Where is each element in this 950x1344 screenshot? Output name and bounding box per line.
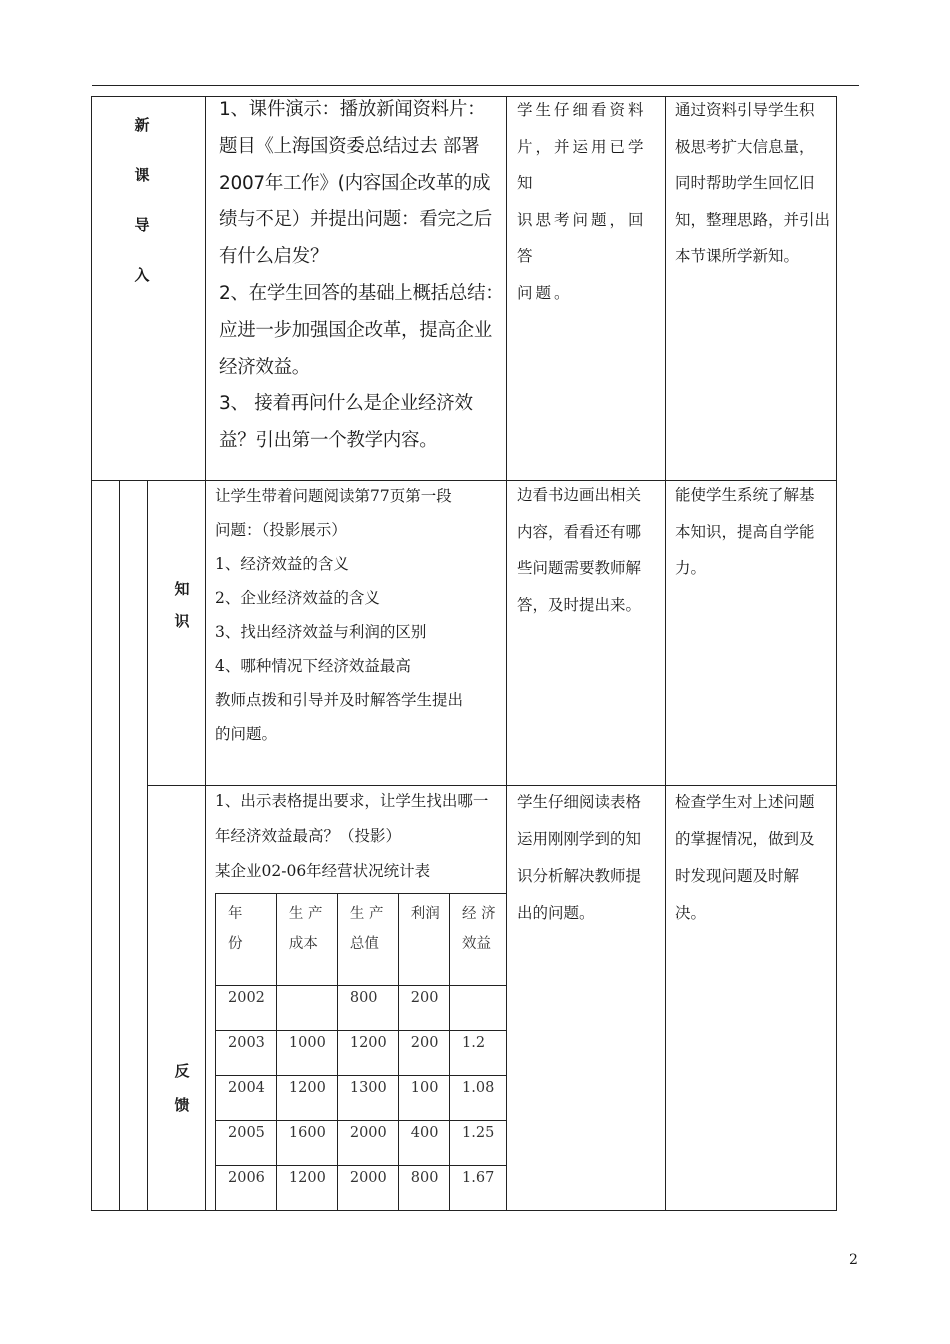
text-line: 年经济效益最高？（投影）	[215, 827, 402, 845]
text-line: 4、哪种情况下经济效益最高	[215, 657, 411, 675]
label-char: 课	[134, 166, 150, 184]
text-line: 力。	[675, 559, 707, 577]
text-line: 本节课所学新知。	[675, 247, 800, 265]
knowledge-student-activity	[517, 477, 662, 623]
label-char: 知	[174, 580, 190, 598]
label-char: 导	[134, 216, 150, 234]
table-cell: 2000	[337, 1121, 398, 1166]
text-line: 极思考扩大信息量，	[675, 137, 815, 156]
knowledge-teacher-activity	[215, 479, 505, 751]
text-line: 某企业02-06年经营状况统计表	[215, 862, 431, 880]
text-line: 绩与不足）并提出问题：看完之后	[219, 209, 493, 231]
text-line: 学生仔细看资料	[517, 101, 647, 119]
text-line: 时发现问题及时解	[675, 867, 800, 885]
text-line: 能使学生系统了解基	[675, 486, 815, 504]
table-cell: 200	[398, 1031, 449, 1076]
intro-design-purpose	[675, 92, 835, 275]
text-line: 题目《上海国资委总结过去 部署	[219, 135, 480, 157]
table-cell	[276, 986, 337, 1031]
business-statistics-table	[215, 893, 507, 1211]
table-cell: 1.08	[450, 1076, 507, 1121]
text-line: 决。	[675, 904, 707, 922]
text-line: 2、在学生回答的基础上概括总结：	[219, 282, 504, 304]
table-cell: 1.67	[450, 1166, 507, 1211]
text-line: 同时帮助学生回忆旧	[675, 174, 815, 192]
table-row	[216, 986, 507, 1031]
table-cell: 400	[398, 1121, 449, 1166]
table-cell: 1.2	[450, 1031, 507, 1076]
table-cell: 1000	[276, 1031, 337, 1076]
text-line: 让学生带着问题阅读第77页第一段	[215, 487, 452, 505]
text-line: 边看书边画出相关	[517, 486, 642, 504]
table-cell: 2002	[216, 986, 277, 1031]
table-cell: 1200	[337, 1031, 398, 1076]
text-line: 有什么启发？	[219, 246, 329, 268]
header-cell-year: 年 份	[216, 894, 277, 986]
section-label-intro	[130, 100, 154, 300]
feedback-design-purpose	[675, 784, 835, 932]
table-row	[216, 1121, 507, 1166]
knowledge-design-purpose	[675, 477, 835, 587]
table-cell: 1200	[276, 1166, 337, 1211]
text-line: 的掌握情况，做到及	[675, 830, 815, 848]
text-line: 答，及时提出来。	[517, 595, 642, 614]
header-cell-efficiency: 经 济 效益	[450, 894, 507, 986]
text-line: 识分析解决教师提	[517, 867, 642, 885]
table-cell: 2004	[216, 1076, 277, 1121]
table-cell: 800	[398, 1166, 449, 1211]
label-char: 识	[174, 612, 190, 630]
text-line: 教师点拨和引导并及时解答学生提出	[215, 691, 464, 709]
header-cell-profit: 利润	[398, 894, 449, 986]
text-line: 片，并运用已学知	[517, 137, 647, 192]
label-char: 入	[134, 266, 150, 284]
col-divider-3	[665, 96, 666, 1211]
table-cell	[450, 986, 507, 1031]
col-divider-sub-b	[147, 480, 148, 1211]
table-cell: 800	[337, 986, 398, 1031]
table-row	[216, 1166, 507, 1211]
intro-teacher-activity	[219, 92, 504, 460]
text-line: 1、经济效益的含义	[215, 555, 349, 573]
text-line: 的问题。	[215, 725, 278, 743]
text-line: 些问题需要教师解	[517, 559, 642, 577]
text-line: 1、出示表格提出要求，让学生找出哪一	[215, 792, 489, 810]
table-cell: 1.25	[450, 1121, 507, 1166]
table-header-row	[216, 894, 507, 986]
header-rule	[92, 85, 859, 86]
text-line: 2007年工作》(内容国企改革的成	[219, 172, 491, 194]
label-char: 新	[134, 116, 150, 134]
table-cell: 100	[398, 1076, 449, 1121]
header-cell-output: 生 产 总值	[337, 894, 398, 986]
text-line: 运用刚刚学到的知	[517, 830, 642, 848]
text-line: 2、企业经济效益的含义	[215, 589, 380, 607]
table-cell: 200	[398, 986, 449, 1031]
text-line: 通过资料引导学生积	[675, 101, 815, 119]
text-line: 益？引出第一个教学内容。	[219, 430, 438, 452]
feedback-teacher-activity	[215, 784, 507, 889]
feedback-student-activity	[517, 784, 662, 932]
page-number: 2	[849, 1252, 858, 1268]
table-cell: 2000	[337, 1166, 398, 1211]
table-cell: 1600	[276, 1121, 337, 1166]
section-label-feedback	[170, 1054, 194, 1122]
table-cell: 2003	[216, 1031, 277, 1076]
text-line: 检查学生对上述问题	[675, 793, 815, 811]
table-cell: 2006	[216, 1166, 277, 1211]
table-cell: 1300	[337, 1076, 398, 1121]
text-line: 学生仔细阅读表格	[517, 793, 642, 811]
section-label-knowledge	[170, 573, 194, 637]
table-cell: 2005	[216, 1121, 277, 1166]
text-line: 问题。	[517, 283, 573, 302]
text-line: 3、 接着再问什么是企业经济效	[219, 393, 473, 415]
text-line: 本知识，提高自学能	[675, 522, 815, 541]
table-row	[216, 1076, 507, 1121]
text-line: 1、课件演示：播放新闻资料片：	[219, 99, 486, 120]
text-line: 经济效益。	[219, 356, 311, 378]
text-line: 3、找出经济效益与利润的区别	[215, 623, 427, 641]
label-char: 馈	[174, 1096, 190, 1114]
col-divider-1	[205, 96, 206, 1211]
table-cell: 1200	[276, 1076, 337, 1121]
text-line: 出的问题。	[517, 904, 595, 922]
text-line: 知，整理思路，并引出	[675, 210, 831, 229]
text-line: 内容，看看还有哪	[517, 522, 642, 541]
text-line: 问题：（投影展示）	[215, 521, 347, 539]
text-line: 应进一步加强国企改革，提高企业	[219, 319, 493, 341]
col-divider-sub-a	[119, 480, 120, 1211]
table-row	[216, 1031, 507, 1076]
header-cell-cost: 生 产 成本	[276, 894, 337, 986]
intro-student-activity	[517, 92, 662, 311]
text-line: 识思考问题，回答	[517, 210, 647, 265]
label-char: 反	[174, 1062, 190, 1080]
